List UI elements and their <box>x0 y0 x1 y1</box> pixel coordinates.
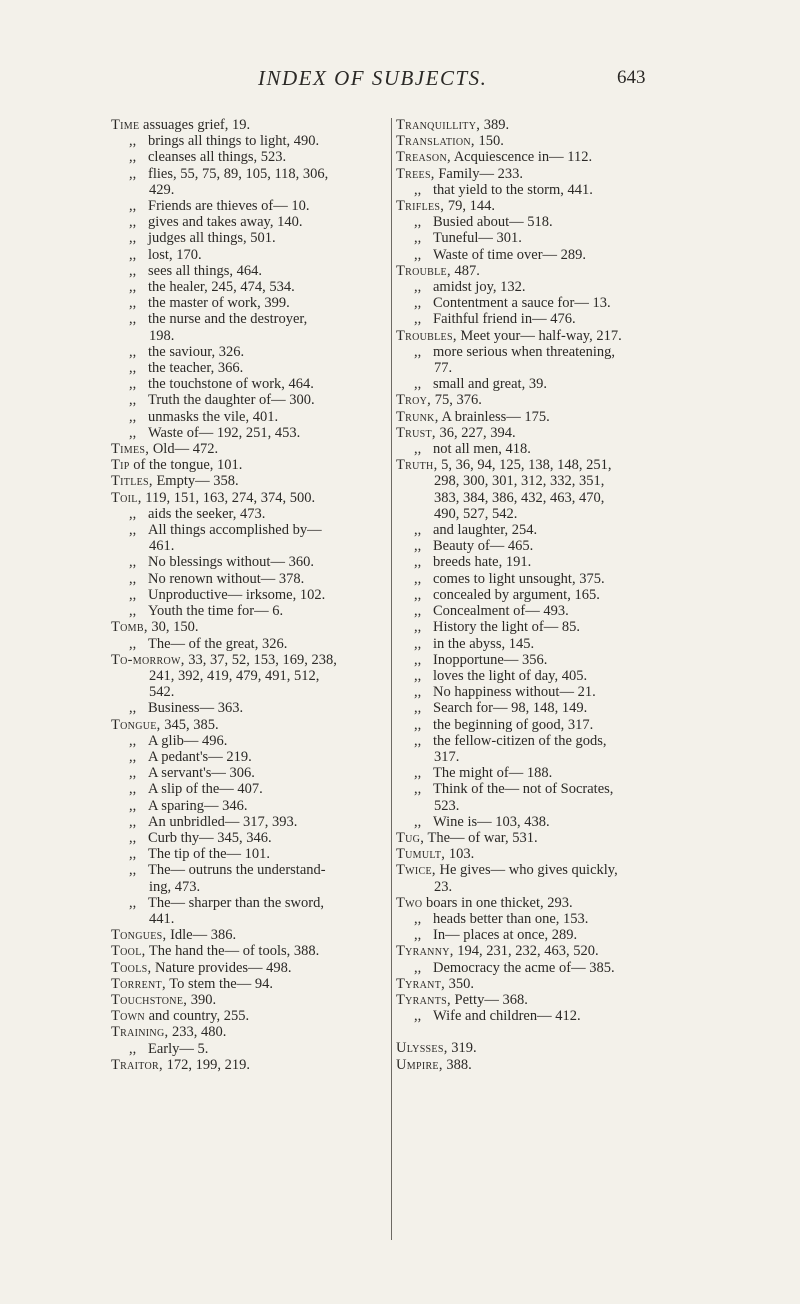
index-subentry <box>396 522 736 538</box>
ditto-mark: ,, <box>129 781 137 798</box>
subentry-text: Search for— 98, 148, 149. <box>433 700 588 717</box>
entry-references: boars in one thicket, 293. <box>422 894 573 911</box>
entry-references: 150. <box>474 133 504 150</box>
ditto-mark: ,, <box>129 603 137 620</box>
ditto-mark: ,, <box>414 684 422 701</box>
subentry-text: Concealment of— 493. <box>433 603 569 620</box>
ditto-mark: ,, <box>129 392 137 409</box>
entry-references: 194, 231, 232, 463, 520. <box>453 943 599 960</box>
subentry-text: A sparing— 346. <box>148 797 248 814</box>
subentry-text: Beauty of— 465. <box>433 538 534 555</box>
ditto-mark: ,, <box>129 279 137 296</box>
entry-heading: Trust, <box>396 424 436 441</box>
ditto-mark: ,, <box>414 1008 422 1025</box>
entry-references: 345, 385. <box>160 716 219 733</box>
entry-references: Family— 233. <box>434 165 523 182</box>
ditto-mark: ,, <box>414 279 422 296</box>
subentry-text: heads better than one, 153. <box>433 910 589 927</box>
subentry-text: judges all things, 501. <box>148 230 276 247</box>
subentry-text: The— sharper than the sword, <box>148 894 324 911</box>
subentry-text: Wine is— 103, 438. <box>433 813 550 830</box>
subentry-text: Busied about— 518. <box>433 214 553 231</box>
subentry-text: No happiness without— 21. <box>433 684 596 701</box>
subentry-text: Curb thy— 345, 346. <box>148 829 272 846</box>
index-subentry <box>396 247 736 263</box>
ditto-mark: ,, <box>129 360 137 377</box>
ditto-mark: ,, <box>129 522 137 539</box>
subentry-text: Democracy the acme of— 385. <box>433 959 615 976</box>
index-continuation: 441. <box>149 910 175 927</box>
ditto-mark: ,, <box>129 295 137 312</box>
entry-references: Empty— 358. <box>152 473 239 490</box>
entry-references: 390. <box>187 991 217 1008</box>
index-subentry <box>396 814 736 830</box>
entry-references: Idle— 386. <box>166 927 237 944</box>
index-subentry <box>396 700 736 716</box>
subentry-text: The— of the great, 326. <box>148 635 288 652</box>
ditto-mark: ,, <box>414 667 422 684</box>
subentry-text: Faithful friend in— 476. <box>433 311 576 328</box>
index-entry <box>396 976 736 992</box>
entry-references: 30, 150. <box>147 619 199 636</box>
index-subentry <box>396 733 736 749</box>
index-continuation: 383, 384, 386, 432, 463, 470, <box>434 489 605 506</box>
subentry-text: lost, 170. <box>148 246 202 263</box>
index-subentry <box>396 376 736 392</box>
running-title: INDEX OF SUBJECTS. <box>258 66 488 90</box>
subentry-text: Inopportune— 356. <box>433 651 548 668</box>
entry-references: A brainless— 175. <box>438 408 550 425</box>
index-entry <box>396 992 736 1008</box>
entry-heading: Training, <box>111 1024 169 1041</box>
index-entry <box>396 425 736 441</box>
entry-heading: Tongues, <box>111 927 167 944</box>
subentry-text: and laughter, 254. <box>433 522 538 539</box>
subentry-text: No blessings without— 360. <box>148 554 314 571</box>
index-entry <box>396 409 736 425</box>
subentry-text: The tip of the— 101. <box>148 846 271 863</box>
ditto-mark: ,, <box>414 246 422 263</box>
entry-references: He gives— who gives quickly, <box>435 862 618 879</box>
entry-references: The hand the— of tools, 388. <box>145 943 320 960</box>
entry-heading: Tomb, <box>111 619 148 636</box>
subentry-text: cleanses all things, 523. <box>148 149 287 166</box>
ditto-mark: ,, <box>129 424 137 441</box>
ditto-mark: ,, <box>129 570 137 587</box>
subentry-text: the teacher, 366. <box>148 360 244 377</box>
ditto-mark: ,, <box>414 700 422 717</box>
entry-heading: Tongue, <box>111 716 161 733</box>
ditto-mark: ,, <box>129 846 137 863</box>
entry-heading: Twice, <box>396 862 436 879</box>
entry-heading: Tranquillity, <box>396 117 481 133</box>
ditto-mark: ,, <box>129 813 137 830</box>
entry-heading: Time <box>111 117 140 133</box>
index-continuation: 23. <box>434 878 453 895</box>
subentry-text: the saviour, 326. <box>148 343 245 360</box>
ditto-mark: ,, <box>129 586 137 603</box>
index-subentry <box>396 295 736 311</box>
entry-heading: Troy, <box>396 392 432 409</box>
entry-references: The— of war, 531. <box>424 829 538 846</box>
index-subentry <box>396 717 736 733</box>
index-entry <box>396 830 736 846</box>
index-subentry <box>396 668 736 684</box>
entry-references: 5, 36, 94, 125, 138, 148, 251, <box>437 457 612 474</box>
entry-references: 103. <box>445 846 475 863</box>
ditto-mark: ,, <box>129 133 137 150</box>
ditto-mark: ,, <box>414 619 422 636</box>
ditto-mark: ,, <box>414 603 422 620</box>
entry-heading: Titles, <box>111 473 153 490</box>
subentry-text: the touchstone of work, 464. <box>148 376 314 393</box>
index-subentry <box>396 279 736 295</box>
entry-references: 233, 480. <box>168 1024 227 1041</box>
index-continuation: 77. <box>434 360 453 377</box>
ditto-mark: ,, <box>129 165 137 182</box>
index-continuation: 429. <box>149 181 175 198</box>
ditto-mark: ,, <box>129 700 137 717</box>
subentry-text: Wife and children— 412. <box>433 1008 581 1025</box>
entry-heading: Town <box>111 1008 145 1025</box>
index-subentry <box>396 441 736 457</box>
subentry-text: breeds hate, 191. <box>433 554 532 571</box>
subentry-text: the master of work, 399. <box>148 295 290 312</box>
entry-heading: Trunk, <box>396 408 439 425</box>
subentry-text: A glib— 496. <box>148 732 228 749</box>
subentry-text: An unbridled— 317, 393. <box>148 813 298 830</box>
entry-references: Old— 472. <box>149 441 219 458</box>
ditto-mark: ,, <box>414 813 422 830</box>
ditto-mark: ,, <box>414 311 422 328</box>
ditto-mark: ,, <box>414 376 422 393</box>
subentry-text: Friends are thieves of— 10. <box>148 198 310 215</box>
index-column-right <box>396 117 736 1073</box>
index-subentry <box>396 652 736 668</box>
index-entry <box>396 198 736 214</box>
subentry-text: Think of the— not of Socrates, <box>433 781 614 798</box>
entry-heading: Tool, <box>111 943 146 960</box>
ditto-mark: ,, <box>414 910 422 927</box>
entry-references: To stem the— 94. <box>165 975 273 992</box>
entry-references: 119, 151, 163, 274, 374, 500. <box>141 489 316 506</box>
subentry-text: A slip of the— 407. <box>148 781 263 798</box>
subentry-text: All things accomplished by— <box>148 522 322 539</box>
ditto-mark: ,, <box>129 408 137 425</box>
index-entry <box>396 943 736 959</box>
subentry-text: Waste of— 192, 251, 453. <box>148 424 301 441</box>
ditto-mark: ,, <box>129 862 137 879</box>
ditto-mark: ,, <box>129 311 137 328</box>
entry-references: 33, 37, 52, 153, 169, 238, <box>184 651 337 668</box>
subentry-text: Tuneful— 301. <box>433 230 522 247</box>
index-entry <box>396 862 736 878</box>
entry-references: 75, 376. <box>431 392 482 409</box>
entry-references: of the tongue, 101. <box>129 457 243 474</box>
index-entry <box>396 457 736 473</box>
entry-heading: Troubles, <box>396 327 457 344</box>
entry-heading: Truth, <box>396 457 438 474</box>
entry-references: Nature provides— 498. <box>151 959 292 976</box>
entry-references: and country, 255. <box>144 1008 250 1025</box>
subentry-text: small and great, 39. <box>433 376 547 393</box>
entry-references: 389. <box>480 117 510 133</box>
entry-references: Acquiescence in— 112. <box>450 149 593 166</box>
ditto-mark: ,, <box>129 376 137 393</box>
subentry-text: the beginning of good, 317. <box>433 716 594 733</box>
ditto-mark: ,, <box>414 781 422 798</box>
index-entry <box>396 117 736 133</box>
entry-heading: Tip <box>111 457 130 474</box>
index-subentry <box>396 636 736 652</box>
index-entry <box>396 149 736 165</box>
page-number: 643 <box>617 67 646 88</box>
subentry-text: sees all things, 464. <box>148 262 262 279</box>
ditto-mark: ,, <box>129 894 137 911</box>
subentry-text: The— outruns the understand- <box>148 862 326 879</box>
subentry-text: in the abyss, 145. <box>433 635 535 652</box>
index-continuation: 490, 527, 542. <box>434 505 518 522</box>
ditto-mark: ,, <box>414 765 422 782</box>
subentry-text: the nurse and the destroyer, <box>148 311 308 328</box>
entry-heading: Toil, <box>111 489 142 506</box>
ditto-mark: ,, <box>129 246 137 263</box>
entry-heading: Torrent, <box>111 975 166 992</box>
entry-references: 172, 199, 219. <box>162 1056 250 1073</box>
ditto-mark: ,, <box>129 149 137 166</box>
subentry-text: aids the seeker, 473. <box>148 505 266 522</box>
subentry-text: Truth the daughter of— 300. <box>148 392 315 409</box>
ditto-mark: ,, <box>129 262 137 279</box>
entry-references: 350. <box>445 975 475 992</box>
subentry-text: The might of— 188. <box>433 765 553 782</box>
subentry-text: Youth the time for— 6. <box>148 603 284 620</box>
ditto-mark: ,, <box>414 343 422 360</box>
index-entry <box>396 328 736 344</box>
ditto-mark: ,, <box>414 586 422 603</box>
index-entry <box>396 166 736 182</box>
index-subentry <box>396 603 736 619</box>
subentry-text: the fellow-citizen of the gods, <box>433 732 607 749</box>
subentry-text: unmasks the vile, 401. <box>148 408 279 425</box>
entry-heading: Ulysses, <box>396 1040 448 1057</box>
index-subentry <box>396 344 736 360</box>
subentry-text: History the light of— 85. <box>433 619 581 636</box>
subentry-text: the healer, 245, 474, 534. <box>148 279 295 296</box>
ditto-mark: ,, <box>414 651 422 668</box>
index-entry <box>396 392 736 408</box>
ditto-mark: ,, <box>129 765 137 782</box>
ditto-mark: ,, <box>414 230 422 247</box>
ditto-mark: ,, <box>129 748 137 765</box>
subentry-text: flies, 55, 75, 89, 105, 118, 306, <box>148 165 329 182</box>
ditto-mark: ,, <box>129 343 137 360</box>
subentry-text: amidst joy, 132. <box>433 279 526 296</box>
index-entry <box>396 133 736 149</box>
subentry-text: not all men, 418. <box>433 441 531 458</box>
page-header <box>0 66 800 96</box>
index-subentry <box>396 960 736 976</box>
index-subentry <box>396 781 736 797</box>
ditto-mark: ,, <box>414 214 422 231</box>
letter-gap <box>396 1024 736 1040</box>
ditto-mark: ,, <box>414 554 422 571</box>
subentry-text: comes to light unsought, 375. <box>433 570 605 587</box>
index-subentry <box>396 230 736 246</box>
entry-heading: Tyrant, <box>396 975 446 992</box>
entry-references: 319. <box>447 1040 477 1057</box>
ditto-mark: ,, <box>129 230 137 247</box>
ditto-mark: ,, <box>414 927 422 944</box>
ditto-mark: ,, <box>414 716 422 733</box>
index-subentry <box>396 1008 736 1024</box>
index-subentry <box>396 765 736 781</box>
index-subentry <box>396 554 736 570</box>
subentry-text: Contentment a sauce for— 13. <box>433 295 611 312</box>
entry-references: Petty— 368. <box>450 991 528 1008</box>
subentry-text: loves the light of day, 405. <box>433 667 588 684</box>
index-subentry <box>396 214 736 230</box>
subentry-text: Business— 363. <box>148 700 244 717</box>
index-continuation: 241, 392, 419, 479, 491, 512, <box>149 667 320 684</box>
subentry-text: Waste of time over— 289. <box>433 246 587 263</box>
index-continuation: 298, 300, 301, 312, 332, 351, <box>434 473 605 490</box>
index-subentry <box>396 538 736 554</box>
index-subentry <box>396 182 736 198</box>
entry-references: 36, 227, 394. <box>435 424 516 441</box>
entry-references: Meet your— half-way, 217. <box>456 327 622 344</box>
ditto-mark: ,, <box>414 295 422 312</box>
index-continuation: 461. <box>149 538 175 555</box>
entry-heading: Tyrants, <box>396 991 451 1008</box>
ditto-mark: ,, <box>129 505 137 522</box>
subentry-text: concealed by argument, 165. <box>433 586 600 603</box>
entry-references: 388. <box>442 1056 472 1073</box>
column-divider <box>391 118 392 1240</box>
ditto-mark: ,, <box>129 829 137 846</box>
entry-references: assuages grief, 19. <box>139 117 251 133</box>
ditto-mark: ,, <box>414 522 422 539</box>
ditto-mark: ,, <box>414 959 422 976</box>
entry-heading: Tug, <box>396 829 425 846</box>
entry-heading: Tumult, <box>396 846 446 863</box>
subentry-text: Unproductive— irksome, 102. <box>148 586 326 603</box>
entry-heading: Times, <box>111 441 150 458</box>
index-continuation: 523. <box>434 797 460 814</box>
index-entry <box>396 263 736 279</box>
index-continuation: 198. <box>149 327 175 344</box>
index-entry <box>396 846 736 862</box>
entry-references: 79, 144. <box>444 198 495 215</box>
entry-heading: To-morrow, <box>111 651 185 668</box>
ditto-mark: ,, <box>414 732 422 749</box>
ditto-mark: ,, <box>129 1040 137 1057</box>
ditto-mark: ,, <box>129 198 137 215</box>
ditto-mark: ,, <box>414 441 422 458</box>
entry-heading: Treason, <box>396 149 451 166</box>
entry-heading: Trouble, <box>396 262 451 279</box>
index-subentry <box>396 587 736 603</box>
entry-heading: Touchstone, <box>111 991 188 1008</box>
ditto-mark: ,, <box>414 635 422 652</box>
entry-heading: Tyranny, <box>396 943 454 960</box>
index-subentry <box>396 927 736 943</box>
index-entry <box>396 1057 736 1073</box>
ditto-mark: ,, <box>129 732 137 749</box>
ditto-mark: ,, <box>129 554 137 571</box>
ditto-mark: ,, <box>414 181 422 198</box>
index-entry <box>396 895 736 911</box>
entry-heading: Trifles, <box>396 198 445 215</box>
ditto-mark: ,, <box>129 797 137 814</box>
entry-heading: Trees, <box>396 165 435 182</box>
index-subentry <box>396 619 736 635</box>
entry-references: 487. <box>450 262 480 279</box>
index-subentry <box>396 311 736 327</box>
index-continuation: ing, 473. <box>149 878 201 895</box>
entry-heading: Umpire, <box>396 1056 443 1073</box>
ditto-mark: ,, <box>129 635 137 652</box>
entry-heading: Translation, <box>396 133 475 150</box>
ditto-mark: ,, <box>414 570 422 587</box>
index-subentry <box>396 911 736 927</box>
subentry-text: No renown without— 378. <box>148 570 305 587</box>
subentry-text: that yield to the storm, 441. <box>433 181 593 198</box>
subentry-text: In— places at once, 289. <box>433 927 578 944</box>
index-subentry <box>396 684 736 700</box>
index-subentry <box>396 571 736 587</box>
ditto-mark: ,, <box>414 538 422 555</box>
entry-heading: Tools, <box>111 959 152 976</box>
index-continuation: 317. <box>434 748 460 765</box>
ditto-mark: ,, <box>129 214 137 231</box>
index-continuation: 542. <box>149 684 175 701</box>
subentry-text: gives and takes away, 140. <box>148 214 303 231</box>
subentry-text: Early— 5. <box>148 1040 209 1057</box>
subentry-text: A pedant's— 219. <box>148 748 252 765</box>
index-entry <box>396 1040 736 1056</box>
subentry-text: A servant's— 306. <box>148 765 255 782</box>
subentry-text: more serious when threatening, <box>433 343 616 360</box>
entry-heading: Traitor, <box>111 1056 163 1073</box>
subentry-text: brings all things to light, 490. <box>148 133 320 150</box>
entry-heading: Two <box>396 894 423 911</box>
